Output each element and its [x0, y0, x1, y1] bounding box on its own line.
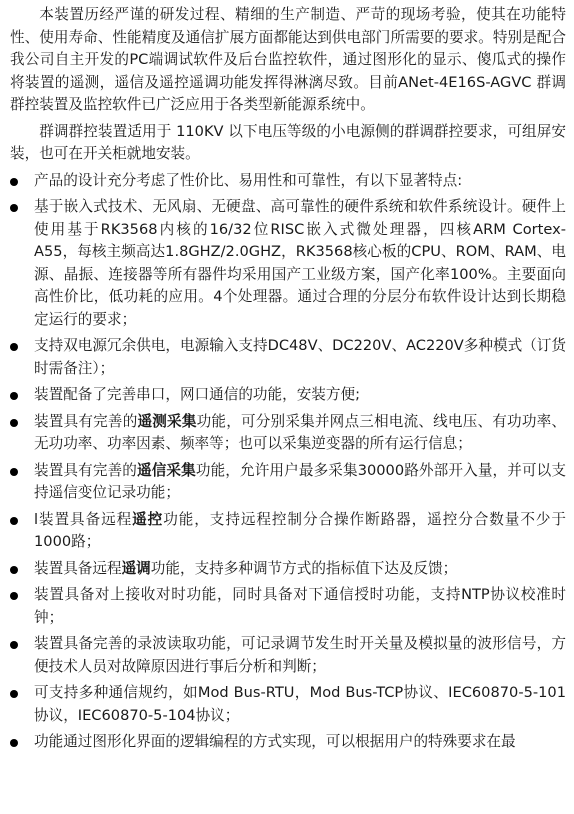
- application-paragraph: 群调群控装置适用于 110KV 以下电压等级的小电源侧的群调群控要求，可组屏安装，也可在开关柜就地安装。: [10, 122, 566, 162]
- list-item: 基于嵌入式技术、无风扇、无硬盘、高可靠性的硬件系统和软件系统设计。硬件上使用基于RK3568内核的16/32位RISC嵌入式微处理器，四核ARM Cortex- A55，每核主频高达1.8GHZ/2.0GHZ，RK3568核心板的CPU、ROM、RAM、电源、晶振、连接器等所有器件均采用国产工业级方案，国产化率100%。主要面向高性价比，低功耗的应用。4个处理器。通过合理的分层分布软件设计达到长期稳定运行的要求；: [10, 196, 566, 331]
- feature-list: [10, 170, 566, 754]
- list-item: 可支持多种通信规约，如Mod Bus-RTU，Mod Bus-TCP协议、IEC60870-5-101协议，IEC60870-5-104协议；: [10, 682, 566, 727]
- bullet-icon: [10, 592, 18, 600]
- bullet-icon: [10, 468, 18, 476]
- bullet-icon: [10, 641, 18, 649]
- bullet-icon: [10, 517, 18, 525]
- bullet-icon: [10, 204, 18, 212]
- bullet-icon: [10, 343, 18, 351]
- list-item: 装置具有完善的遥信采集功能，允许用户最多采集30000路外部开入量，并可以支持遥信变位记录功能；: [10, 460, 566, 505]
- bullet-icon: [10, 419, 18, 427]
- list-item: l装置具备远程遥控功能，支持远程控制分合操作断路器，遥控分合数量不少于1000路；: [10, 509, 566, 554]
- list-item: 装置具有完善的遥测采集功能，可分别采集并网点三相电流、线电压、有功功率、无功功率、功率因素、频率等；也可以采集逆变器的所有运行信息；: [10, 411, 566, 456]
- bullet-icon: [10, 690, 18, 698]
- bullet-icon: [10, 566, 18, 574]
- list-item: 装置具备对上接收对时功能，同时具备对下通信授时功能，支持NTP协议校准时钟；: [10, 584, 566, 629]
- bullet-icon: [10, 392, 18, 400]
- list-item: 装置具备远程遥调功能，支持多种调节方式的指标值下达及反馈；: [10, 558, 566, 581]
- list-item: 产品的设计充分考虑了性价比、易用性和可靠性，有以下显著特点:: [10, 170, 566, 193]
- bullet-icon: [10, 739, 18, 747]
- list-item: 装置具备完善的录波读取功能，可记录调节发生时开关量及模拟量的波形信号，方便技术人员对故障原因进行事后分析和判断；: [10, 633, 566, 678]
- document-body: [10, 4, 566, 758]
- list-item: 功能通过图形化界面的逻辑编程的方式实现，可以根据用户的特殊要求在最: [10, 731, 566, 754]
- bullet-icon: [10, 178, 18, 186]
- list-item: 装置配备了完善串口，网口通信的功能，安装方便;: [10, 384, 566, 407]
- list-item: 支持双电源冗余供电，电源输入支持DC48V、DC220V、AC220V多种模式（订货时需备注）；: [10, 335, 566, 380]
- intro-paragraph: 本装置历经严谨的研发过程、精细的生产制造、严苛的现场考验，使其在功能特性、使用寿命、性能精度及通信扩展方面都能达到供电部门所需要的要求。特别是配合我公司自主开发的PC端调试软件及后台监控软件，通过图形化的显示、傻瓜式的操作将装置的遥测，遥信及遥控遥调功能发挥得淋漓尽致。目前ANet-4E16S-AGVC 群调群控装置及监控软件已广泛应用于各类型新能源系统中。: [10, 6, 566, 113]
